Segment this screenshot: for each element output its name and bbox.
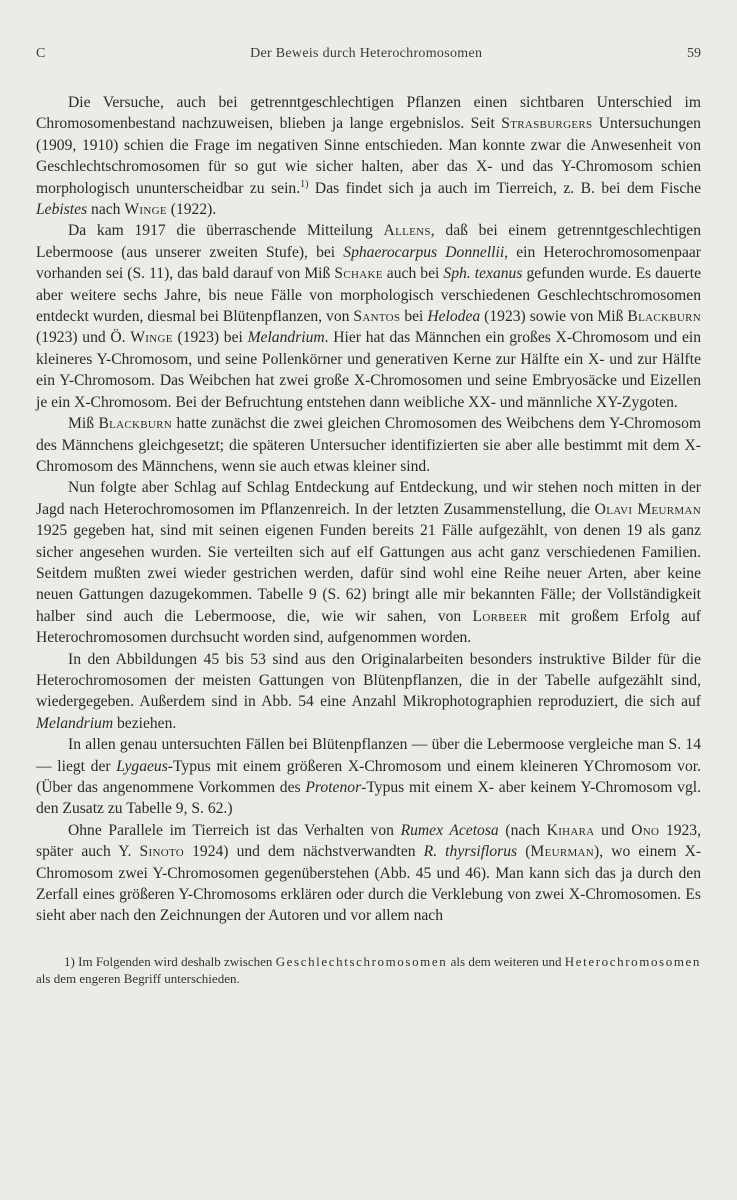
paragraph-4: Nun folgte aber Schlag auf Schlag Entdeckung auf Entdeckung, und wir stehen noch mitten in der Jagd nach Heterochromosomen im Pflanzenreich. In der letzten Zusammenstellung, die Olavi Meurman 1925 gegeben hat, sind mit seinen eigenen Funden bereits 21 Fälle aufgezählt, von denen 19 als ganz sicher angesehen wurden. Sie verteilten sich auf elf Gattungen aus acht ganz verschiedenen Familien. Seitdem mußten zwei wieder gestrichen werden, dafür sind wohl eine Reihe neuer Arten, aber keine neuen Gattungen dazugekommen. Tabelle 9 (S. 62) bringt alle mir bekannten Fälle; der Vollständigkeit halber sind auch die Lebermoose, die, wie wir sahen, von Lorbeer mit großem Erfolg auf Heterochromosomen durchsucht worden sind, aufgenommen worden. — [36, 479, 701, 647]
paragraph-5: In den Abbildungen 45 bis 53 sind aus den Originalarbeiten besonders instruktive Bilder für die Heterochromosomen der meisten Gattungen von Blütenpflanzen, die in der Tabelle aufgezählt sind, wiedergegeben. Außerdem sind in Abb. 54 eine Anzahl Mikrophotographien reproduziert, die sich auf Melandrium beziehen. — [36, 650, 701, 732]
footnote: 1) Im Folgenden wird deshalb zwischen Geschlechtschromosomen als dem weiteren und Heterochromosomen als dem engeren Begriff unterschieden. — [36, 953, 702, 986]
footnote-ref: 1) — [300, 178, 309, 190]
footnote-mark: 1) — [64, 953, 75, 969]
body-text — [36, 92, 701, 927]
header-mark: C — [36, 46, 46, 61]
running-title: Der Beweis durch Heterochromosomen — [250, 46, 483, 61]
paragraph-2: Da kam 1917 die überraschende Mitteilung Allens, daß bei einem getrenntgeschlechtigen Lebermoose (aus unserer zweiten Stufe), bei Sphaerocarpus Donnellii, ein Heterochromosomenpaar vorhanden sei (S. 11), das bald darauf von Miß Schake auch bei Sph. texanus gefunden wurde. Es dauerte aber weitere sechs Jahre, bis neue Fälle von morphologisch verschiedenen Geschlechtschromosomen entdeckt wurden, diesmal bei Blütenpflanzen, von Santos bei Helodea (1923) sowie von Miß Blackburn (1923) und Ö. Winge (1923) bei Melandrium. Hier hat das Männchen ein großes X-Chromosom und ein kleineres Y-Chromosom, und seine Pollenkörner und generativen Kerne zur Hälfte ein X- und zur Hälfte ein Y-Chromosom. Das Weibchen hat zwei große X-Chromosomen und seine Embryosäcke und Eizellen je ein X-Chromosom. Bei der Befruchtung entstehen dann weibliche XX- und männliche XY-Zygoten. — [36, 222, 702, 411]
running-header — [36, 46, 701, 62]
paragraph-7: Ohne Parallele im Tierreich ist das Verhalten von Rumex Acetosa (nach Kihara und Ono 1923, später auch Y. Sinoto 1924) und dem nächstverwandten R. thyrsiflorus (Meurman), wo einem X-Chromosom zwei Y-Chromosomen gegenüberstehen (Abb. 45 und 46). Man kann sich das ja durch den Zerfall eines größeren Y-Chromosoms erklären oder durch die Verklebung von zwei X-Chromosomen. Es sieht aber nach den Zeichnungen der Autoren und vor allem nach — [36, 821, 702, 925]
paragraph-1: Die Versuche, auch bei getrenntgeschlechtigen Pflanzen einen sichtbaren Unterschied im Chromosomenbestand nachzuweisen, blieben ja lange ergebnislos. Seit Strasburgers Untersuchungen (1909, 1910) schien die Frage im negativen Sinne entschieden. Man konnte zwar die Anwesenheit von Geschlechtschromosomen für so gut wie sicher halten, aber das X- und das Y-Chromosom schien morphologisch ununterscheidbar zu sein.$^{1)}$ Das findet sich ja auch im Tierreich, z. B. bei dem Fische Lebistes nach Winge (1922). — [36, 94, 701, 219]
paragraph-6: In allen genau untersuchten Fällen bei Blütenpflanzen — über die Lebermoose vergleiche man S. 14 — liegt der Lygaeus-Typus mit einem größeren X-Chromosom und einem kleineren YChromosom vor. (Über das angenommene Vorkommen des Protenor-Typus mit einem X- aber keinem Y-Chromosom vgl. den Zusatz zu Tabelle 9, S. 62.) — [36, 736, 701, 818]
paragraph-3: Miß Blackburn hatte zunächst die zwei gleichen Chromosomen des Weibchens dem Y-Chromosom des Männchens gleichgesetzt; die späteren Untersucher identifizierten sie aber alle bestimmt mit dem X-Chromosom des Männchens, wenn sie auch etwas kleiner sind. — [36, 415, 701, 475]
page-number: 59 — [687, 46, 701, 61]
